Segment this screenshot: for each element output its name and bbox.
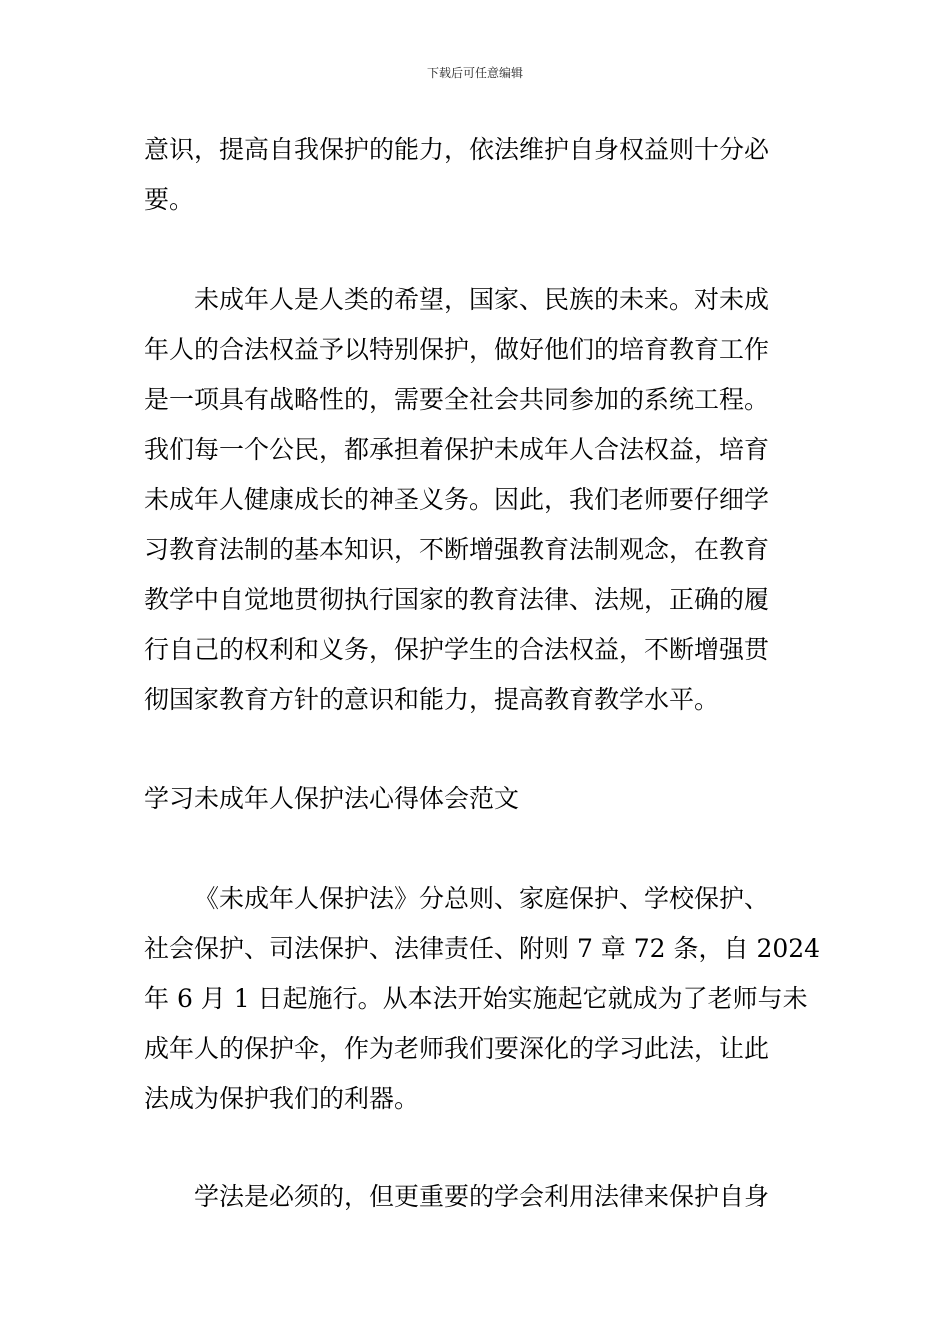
text-line: 法成为保护我们的利器。 [144, 1084, 420, 1113]
text-line: 教学中自觉地贯彻执行国家的教育法律、法规，正确的履 [144, 585, 770, 614]
text-line: 要。 [144, 185, 195, 214]
heading-text: 学习未成年人保护法心得体会范文 [144, 784, 520, 813]
text-line: 年人的合法权益予以特别保护，做好他们的培育教育工作 [144, 335, 770, 364]
text-line: 我们每一个公民，都承担着保护未成年人合法权益，培育 [144, 435, 770, 464]
text-line: 未成年人健康成长的神圣义务。因此，我们老师要仔细学 [144, 485, 770, 514]
text-line: 行自己的权利和义务，保护学生的合法权益，不断增强贯 [144, 635, 770, 664]
text-line: 意识，提高自我保护的能力，依法维护自身权益则十分必 [144, 135, 770, 164]
text-line: 彻国家教育方针的意识和能力，提高教育教学水平。 [144, 685, 720, 714]
text-line: 习教育法制的基本知识，不断增强教育法制观念，在教育 [144, 535, 770, 564]
text-line: 年 6 月 1 日起施行。从本法开始实施起它就成为了老师与未 [144, 984, 808, 1013]
text-line: 未成年人是人类的希望，国家、民族的未来。对未成 [194, 285, 770, 314]
text-line: 是一项具有战略性的，需要全社会共同参加的系统工程。 [144, 385, 770, 414]
text-line: 《未成年人保护法》分总则、家庭保护、学校保护、 [194, 884, 770, 913]
page-header-note: 下载后可任意编辑 [426, 66, 523, 80]
text-line: 成年人的保护伞，作为老师我们要深化的学习此法，让此 [144, 1034, 770, 1063]
text-line: 社会保护、司法保护、法律责任、附则 7 章 72 条，自 2024 [144, 934, 821, 963]
section-heading [144, 774, 814, 824]
paragraph-continuation [144, 125, 814, 225]
text-line: 学法是必须的，但更重要的学会利用法律来保护自身 [194, 1182, 770, 1211]
paragraph-learning-law [144, 1172, 814, 1222]
paragraph-law-overview [144, 874, 821, 1124]
paragraph-minors-future [144, 275, 814, 725]
